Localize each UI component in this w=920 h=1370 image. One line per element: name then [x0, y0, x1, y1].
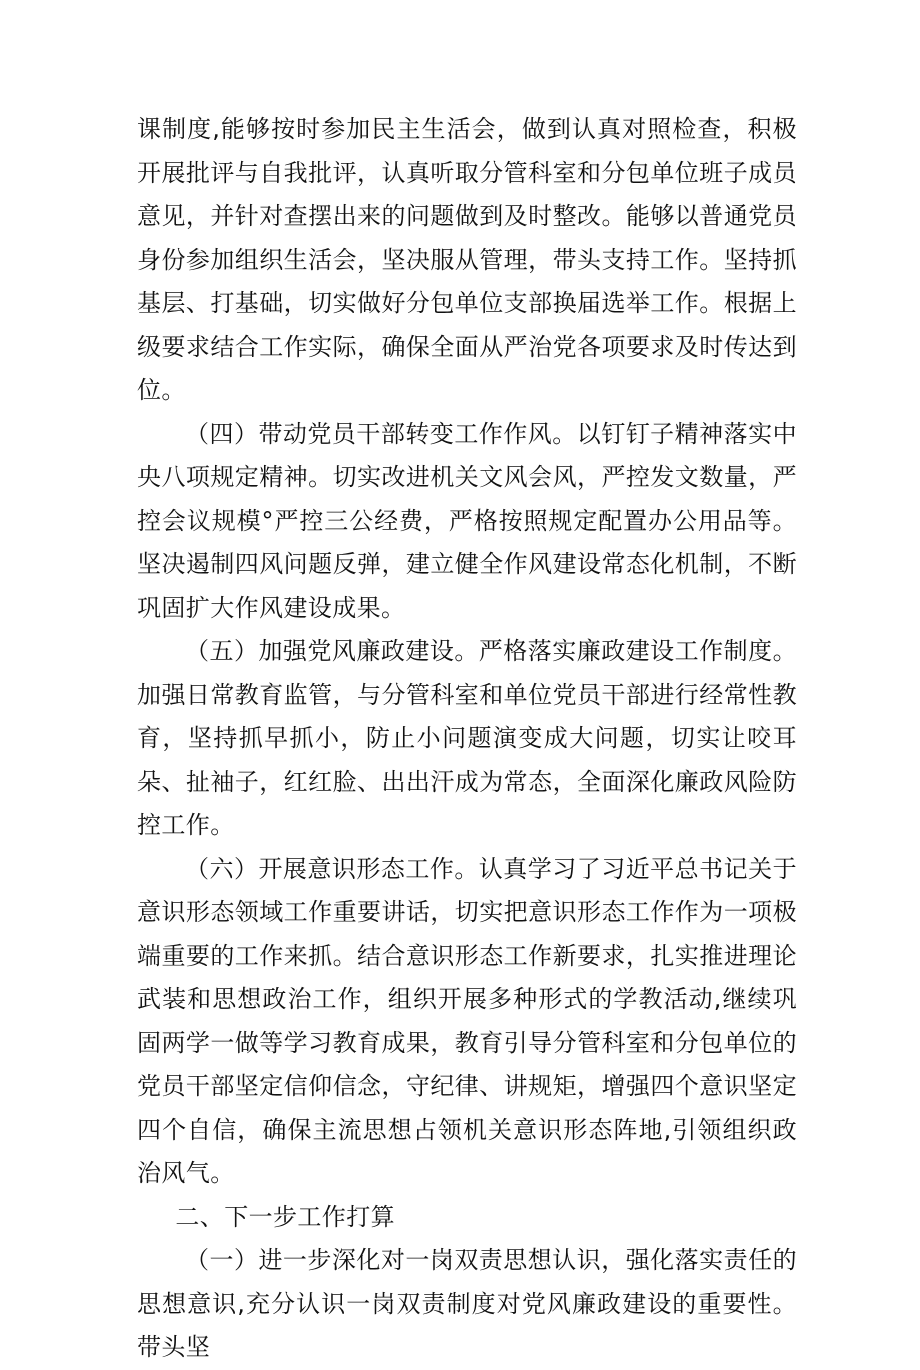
- paragraph-section-six: （六）开展意识形态工作。认真学习了习近平总书记关于意识形态领域工作重要讲话，切实把意识形态工作作为一项极端重要的工作来抓。结合意识形态工作新要求，扎实推进理论武装和思想政治工作，组织开展多种形式的学教活动,继续巩固两学一做等学习教育成果，教育引导分管科室和分包单位的党员干部坚定信仰信念，守纪律、讲规矩，增强四个意识坚定四个自信，确保主流思想占领机关意识形态阵地,引领组织政治风气。: [137, 854, 797, 1187]
- paragraph-next-step-one: （一）进一步深化对一岗双责思想认识，强化落实责任的思想意识,充分认识一岗双责制度对党风廉政建设的重要性。带头坚: [137, 1246, 797, 1361]
- paragraph-section-four: （四）带动党员干部转变工作作风。以钉钉子精神落实中央八项规定精神。切实改进机关文风会风，严控发文数量，严控会议规模°严控三公经费，严格按照规定配置办公用品等。坚决遏制四风问题反弹，建立健全作风建设常态化机制，不断巩固扩大作风建设成果。: [137, 419, 797, 622]
- section-heading-next-steps: 二、下一步工作打算: [175, 1202, 395, 1231]
- paragraph-continuation: 课制度,能够按时参加民主生活会，做到认真对照检查，积极开展批评与自我批评，认真听取分管科室和分包单位班子成员意见，并针对查摆出来的问题做到及时整改。能够以普通党员身份参加组织生活会，坚决服从管理，带头支持工作。坚持抓基层、打基础，切实做好分包单位支部换届选举工作。根据上级要求结合工作实际，确保全面从严治党各项要求及时传达到位。: [137, 115, 797, 404]
- document-body: [137, 108, 797, 1370]
- paragraph-section-five: （五）加强党风廉政建设。严格落实廉政建设工作制度。加强日常教育监管，与分管科室和单位党员干部进行经常性教育，坚持抓早抓小，防止小问题演变成大问题，切实让咬耳朵、扯袖子，红红脸、出出汗成为常态，全面深化廉政风险防控工作。: [137, 637, 797, 839]
